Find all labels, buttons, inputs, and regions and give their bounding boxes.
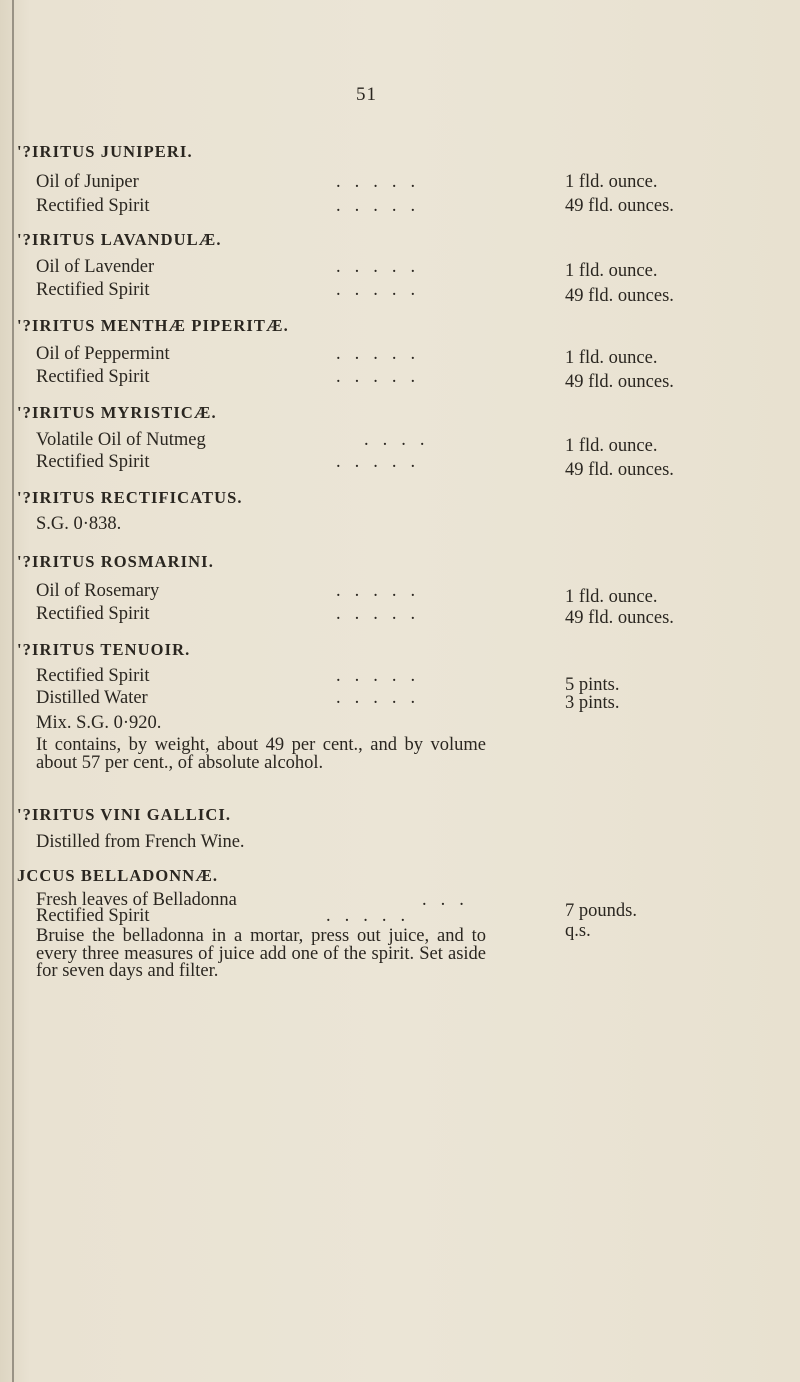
section-heading-peppermint: '?IRITUS MENTHÆ PIPERITÆ. xyxy=(17,316,289,335)
section-heading-belladonna: JCCUS BELLADONNÆ. xyxy=(17,866,219,885)
leader-dots: ..... xyxy=(326,906,420,926)
section-heading-rosemary: '?IRITUS ROSMARINI. xyxy=(17,552,214,571)
ingredient-row xyxy=(36,280,536,301)
ingredient-row xyxy=(36,172,536,193)
belladonna-note: Bruise the belladonna in a mortar, press out juice, and to every three measures of juice add one of the spirit. Set aside for seven days and filter. xyxy=(36,926,486,981)
ingredient-row xyxy=(36,604,536,625)
ingredient-row xyxy=(36,581,536,602)
ingredient-quantity: 1 fld. ounce. xyxy=(565,436,658,456)
ingredient-label: Oil of Peppermint xyxy=(36,344,170,364)
section-heading-tenuoir: '?IRITUS TENUOIR. xyxy=(17,640,191,659)
leader-dots: .... xyxy=(364,430,439,450)
ingredient-quantity: 3 pints. xyxy=(565,693,620,713)
ingredient-label: Rectified Spirit xyxy=(36,666,150,686)
ingredient-label: Rectified Spirit xyxy=(36,906,150,926)
ingredient-label: Distilled Water xyxy=(36,688,148,708)
ingredient-quantity: 49 fld. ounces. xyxy=(565,608,674,628)
ingredient-quantity: 49 fld. ounces. xyxy=(565,196,674,216)
ingredient-label: Rectified Spirit xyxy=(36,280,150,300)
section-heading-vini-gallici: '?IRITUS VINI GALLICI. xyxy=(17,805,232,824)
leader-dots: ..... xyxy=(336,257,430,277)
ingredient-row xyxy=(36,430,536,451)
leader-dots: ..... xyxy=(336,688,430,708)
ingredient-quantity: 1 fld. ounce. xyxy=(565,172,658,192)
section-heading-nutmeg: '?IRITUS MYRISTICÆ. xyxy=(17,403,217,422)
ingredient-quantity: 5 pints. xyxy=(565,675,620,695)
section-heading-rectificatus: '?IRITUS RECTIFICATUS. xyxy=(17,488,243,507)
ingredient-row xyxy=(36,666,536,687)
tenuoir-note: It contains, by weight, about 49 per cent., and by volume about 57 per cent., of absolute alcohol. xyxy=(36,735,486,773)
leader-dots: ..... xyxy=(336,666,430,686)
binding-gutter xyxy=(12,0,14,1382)
ingredient-label: Rectified Spirit xyxy=(36,452,150,472)
ingredient-quantity: 49 fld. ounces. xyxy=(565,460,674,480)
ingredient-quantity: q.s. xyxy=(565,921,591,941)
ingredient-quantity: 49 fld. ounces. xyxy=(565,372,674,392)
ingredient-quantity: 7 pounds. xyxy=(565,901,637,921)
leader-dots: ..... xyxy=(336,196,430,216)
mix-instruction: Mix. S.G. 0·920. xyxy=(36,713,162,733)
page-number: 51 xyxy=(356,84,377,105)
ingredient-label: Fresh leaves of Belladonna xyxy=(36,890,237,910)
ingredient-quantity: 1 fld. ounce. xyxy=(565,348,658,368)
leader-dots: ..... xyxy=(336,280,430,300)
specific-gravity: S.G. 0·838. xyxy=(36,514,122,534)
ingredient-row xyxy=(36,257,536,278)
leader-dots: ..... xyxy=(336,581,430,601)
ingredient-label: Oil of Lavender xyxy=(36,257,155,277)
ingredient-quantity: 1 fld. ounce. xyxy=(565,261,658,281)
ingredient-row xyxy=(36,367,536,388)
ingredient-row xyxy=(36,906,536,927)
ingredient-label: Oil of Rosemary xyxy=(36,581,160,601)
ingredient-label: Volatile Oil of Nutmeg xyxy=(36,430,206,450)
description-line: Distilled from French Wine. xyxy=(36,832,245,852)
ingredient-label: Rectified Spirit xyxy=(36,196,150,216)
ingredient-quantity: 49 fld. ounces. xyxy=(565,286,674,306)
leader-dots: ..... xyxy=(336,367,430,387)
leader-dots: ..... xyxy=(336,344,430,364)
ingredient-quantity: 1 fld. ounce. xyxy=(565,587,658,607)
ingredient-row xyxy=(36,688,536,709)
ingredient-row xyxy=(36,452,536,473)
ingredient-label: Rectified Spirit xyxy=(36,604,150,624)
leader-dots: ..... xyxy=(336,604,430,624)
section-heading-lavender: '?IRITUS LAVANDULÆ. xyxy=(17,230,222,249)
leader-dots: ..... xyxy=(336,452,430,472)
ingredient-row xyxy=(36,344,536,365)
section-heading-juniper: '?IRITUS JUNIPERI. xyxy=(17,142,193,161)
ingredient-label: Rectified Spirit xyxy=(36,367,150,387)
leader-dots: ..... xyxy=(336,172,430,192)
leader-dots: ... xyxy=(422,890,478,910)
ingredient-row xyxy=(36,196,536,217)
ingredient-label: Oil of Juniper xyxy=(36,172,139,192)
